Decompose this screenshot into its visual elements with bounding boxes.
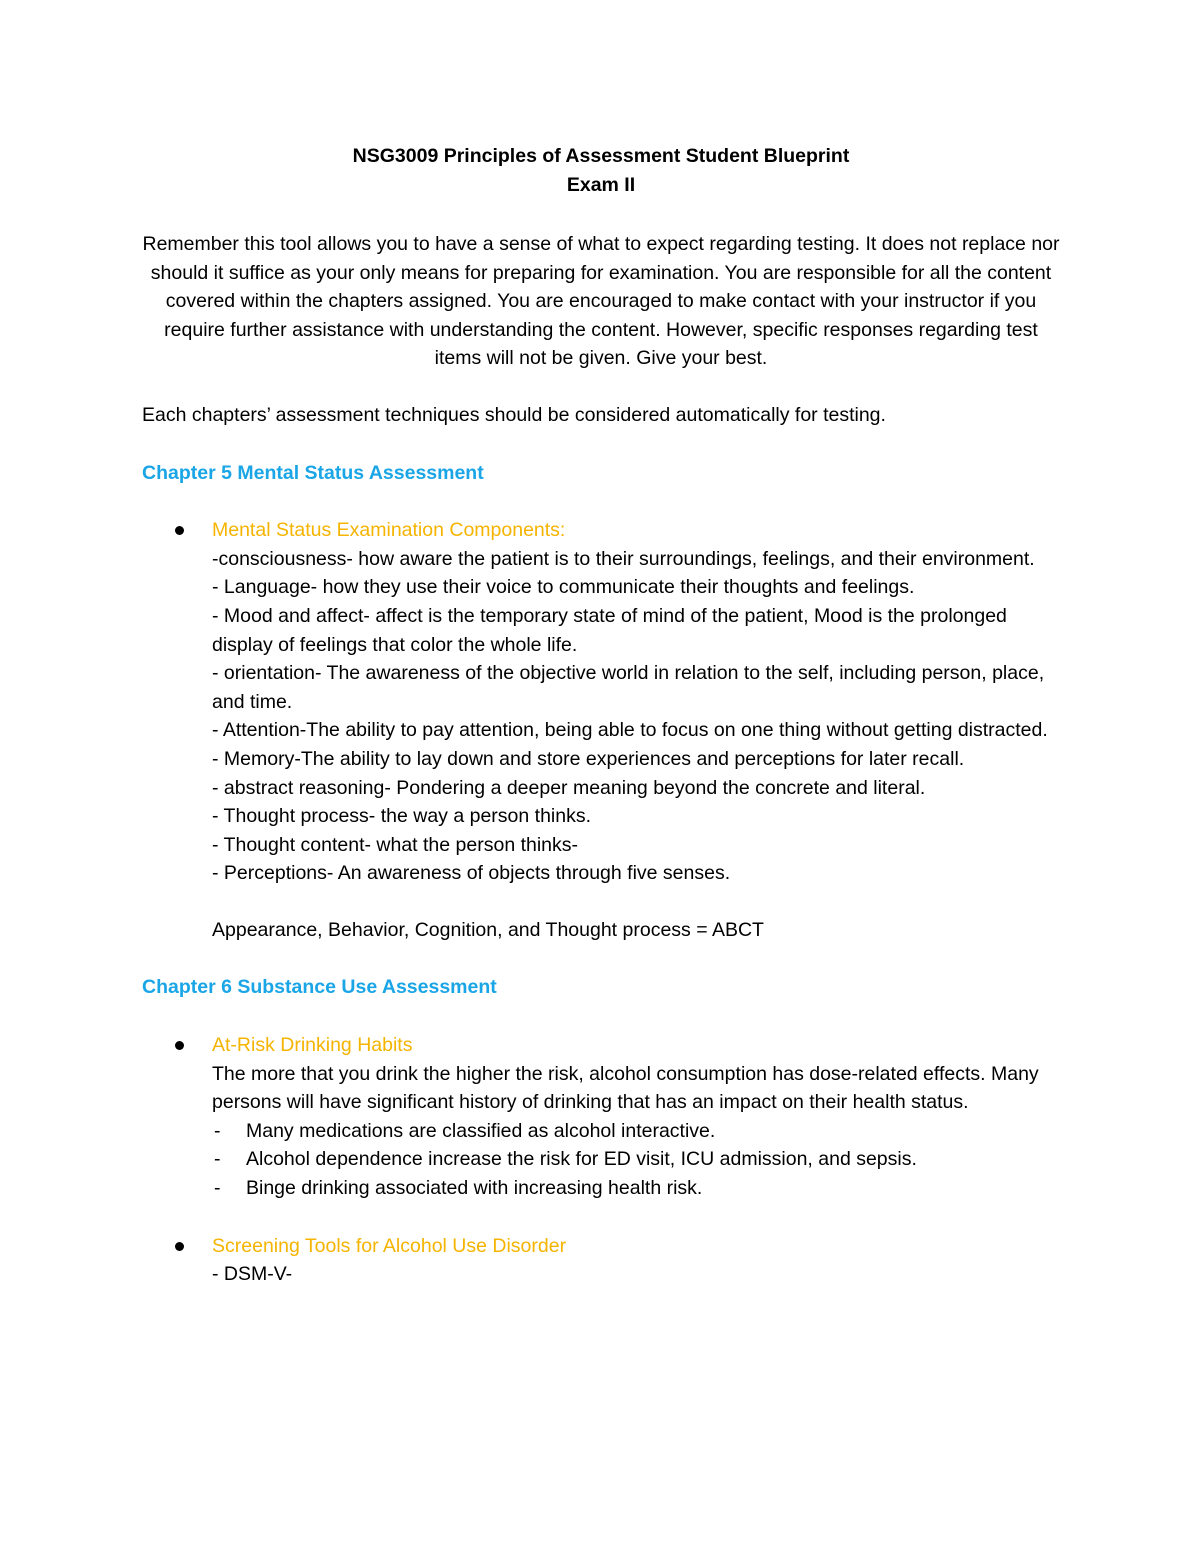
- dash-item: [212, 1174, 1060, 1203]
- title-block: [142, 142, 1060, 200]
- dash-item: [212, 1117, 1060, 1146]
- document-title: NSG3009 Principles of Assessment Student Blueprint: [352, 145, 850, 167]
- section-heading: At-Risk Drinking Habits: [212, 1034, 413, 1057]
- dash-list: [212, 1117, 1060, 1203]
- bullet-dot-icon: [175, 1242, 184, 1251]
- component-item: - abstract reasoning- Pondering a deeper meaning beyond the concrete and literal.: [212, 776, 926, 799]
- component-item: - Thought process- the way a person thinks.: [212, 805, 592, 828]
- assessment-note: Each chapters’ assessment techniques should be considered automatically for testing.: [142, 403, 886, 426]
- component-item: -consciousness- how aware the patient is to their surroundings, feelings, and their environment.: [212, 547, 1035, 570]
- bullet-mental-status-components: [142, 516, 1060, 944]
- section-body: The more that you drink the higher the risk, alcohol consumption has dose-related effects. Many persons will have significant history of drinking that has an impact on their health status.: [212, 1062, 1039, 1114]
- dash-item: [212, 1145, 1060, 1174]
- bullet-at-risk-drinking: [142, 1031, 1060, 1203]
- chapter-6-bullets: [142, 1031, 1060, 1289]
- component-item: - Memory-The ability to lay down and store experiences and perceptions for later recall.: [212, 747, 965, 770]
- intro-paragraph: Remember this tool allows you to have a sense of what to expect regarding testing. It does not replace nor should it suffice as your only means for preparing for examination. You are responsible for all the content covered within the chapters assigned. You are encouraged to make contact with your instructor if you require further assistance with understanding the content. However, specific responses regarding test items will not be given. Give your best.: [142, 233, 1060, 370]
- dash-marker: -: [214, 1148, 221, 1171]
- dash-item-text: Binge drinking associated with increasing health risk.: [246, 1177, 703, 1200]
- section-heading: Mental Status Examination Components:: [212, 519, 566, 542]
- document-page: [142, 142, 1060, 1289]
- chapter-6-heading: Chapter 6 Substance Use Assessment: [142, 976, 497, 999]
- dash-item-text: Alcohol dependence increase the risk for ED visit, ICU admission, and sepsis.: [246, 1148, 917, 1171]
- bullet-dot-icon: [175, 526, 184, 535]
- component-item: - Attention-The ability to pay attention, being able to focus on one thing without getting distracted.: [212, 719, 1048, 742]
- abct-mnemonic: Appearance, Behavior, Cognition, and Thought process = ABCT: [212, 918, 764, 941]
- chapter-5-heading: Chapter 5 Mental Status Assessment: [142, 461, 484, 484]
- component-item: - Mood and affect- affect is the temporary state of mind of the patient, Mood is the prolonged display of feelings that color the whole life.: [212, 604, 1007, 656]
- component-item: - Thought content- what the person thinks-: [212, 833, 579, 856]
- dash-marker: -: [214, 1119, 221, 1142]
- section-heading: Screening Tools for Alcohol Use Disorder: [212, 1234, 567, 1257]
- component-item: - Language- how they use their voice to communicate their thoughts and feelings.: [212, 576, 915, 599]
- bullet-dot-icon: [175, 1041, 184, 1050]
- document-subtitle: Exam II: [566, 174, 636, 196]
- dash-marker: -: [214, 1177, 221, 1200]
- component-item: - orientation- The awareness of the objective world in relation to the self, including person, place, and time.: [212, 662, 1045, 713]
- bullet-screening-tools: [142, 1232, 1060, 1289]
- section-body: - DSM-V-: [212, 1263, 293, 1286]
- component-item: - Perceptions- An awareness of objects through five senses.: [212, 862, 731, 885]
- chapter-5-bullets: [142, 516, 1060, 944]
- dash-item-text: Many medications are classified as alcohol interactive.: [246, 1119, 716, 1142]
